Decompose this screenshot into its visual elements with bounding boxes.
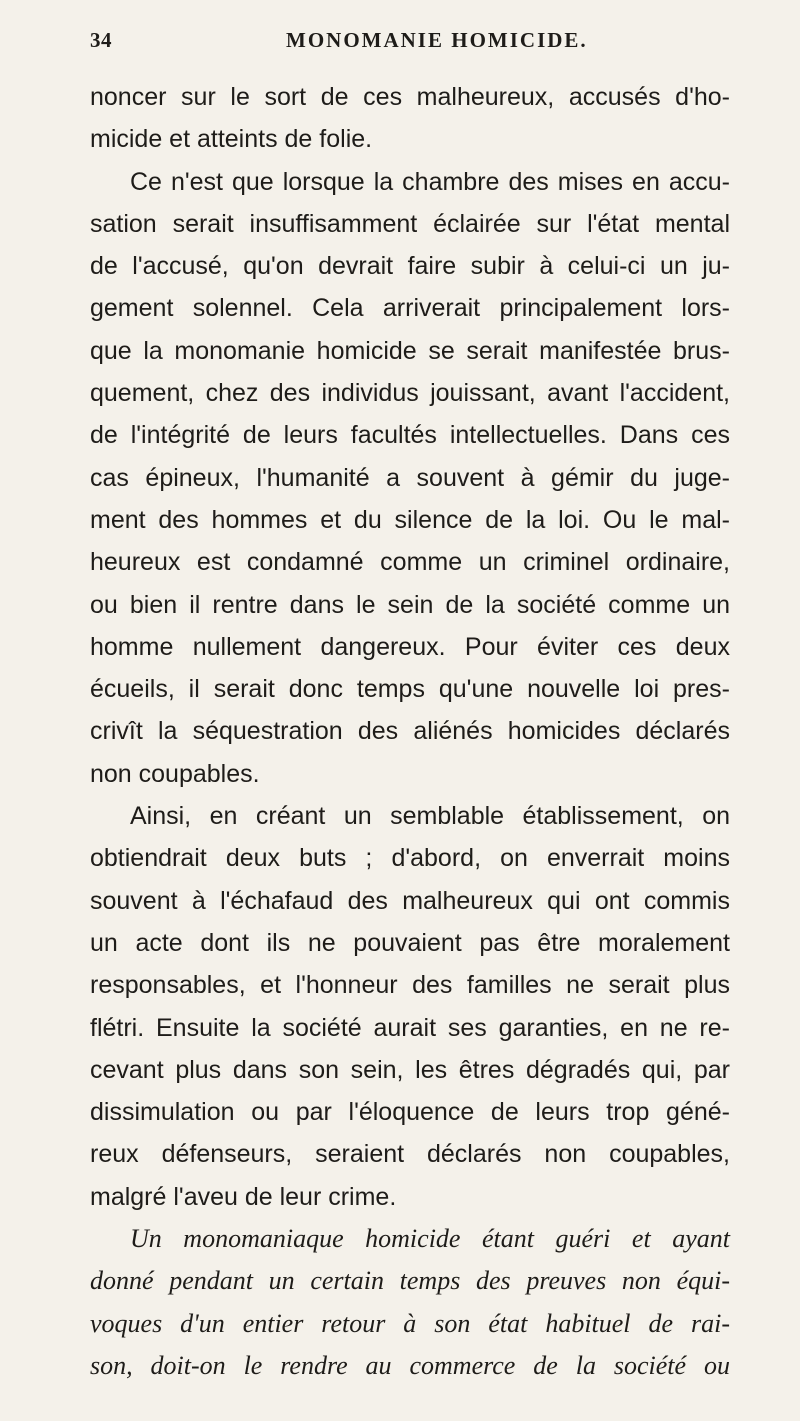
text-line: cevant plus dans son sein, les êtres dégradés qui, par xyxy=(90,1055,730,1084)
text-line: écueils, il serait donc temps qu'une nouvelle loi pres- xyxy=(90,675,730,704)
text-line: de l'accusé, qu'on devrait faire subir à celui-ci un ju- xyxy=(90,252,730,281)
body-text xyxy=(90,76,730,1387)
text-line: responsables, et l'honneur des familles ne serait plus xyxy=(90,971,730,1000)
text-line: un acte dont ils ne pouvaient pas être moralement xyxy=(90,928,730,957)
text-line: homme nullement dangereux. Pour éviter ces deux xyxy=(90,632,730,661)
text-line: quement, chez des individus jouissant, avant l'accident, xyxy=(90,379,730,408)
text-line: obtiendrait deux buts ; d'abord, on enverrait moins xyxy=(90,844,730,873)
text-line: flétri. Ensuite la société aurait ses garanties, en ne re- xyxy=(90,1013,730,1042)
text-line: Ce n'est que lorsque la chambre des mises en accu- xyxy=(130,167,730,196)
text-line: Un monomaniaque homicide étant guéri et ayant xyxy=(130,1224,730,1254)
page-number: 34 xyxy=(90,28,112,52)
text-line: Ainsi, en créant un semblable établissement, on xyxy=(130,802,730,831)
text-line: heureux est condamné comme un criminel ordinaire, xyxy=(90,548,730,577)
text-line: donné pendant un certain temps des preuves non équi- xyxy=(90,1266,730,1296)
text-line: reux défenseurs, seraient déclarés non coupables, xyxy=(90,1140,730,1169)
text-line: cas épineux, l'humanité a souvent à gémir du juge- xyxy=(90,463,730,492)
text-line: ou bien il rentre dans le sein de la société comme un xyxy=(90,590,730,619)
text-line: non coupables. xyxy=(90,759,260,788)
text-line: malgré l'aveu de leur crime. xyxy=(90,1182,397,1211)
text-line: noncer sur le sort de ces malheureux, accusés d'ho- xyxy=(90,83,730,111)
text-line: son, doit-on le rendre au commerce de la société ou xyxy=(90,1350,730,1380)
text-line: souvent à l'échafaud des malheureux qui ont commis xyxy=(90,886,730,915)
text-line: dissimulation ou par l'éloquence de leurs trop géné- xyxy=(90,1098,730,1127)
text-line: sation serait insuffisamment éclairée sur l'état mental xyxy=(90,209,730,238)
text-line: micide et atteints de folie. xyxy=(90,125,373,154)
running-title: MONOMANIE HOMICIDE. xyxy=(286,28,588,52)
text-line: de l'intégrité de leurs facultés intellectuelles. Dans ces xyxy=(90,421,730,450)
text-line: crivît la séquestration des aliénés homicides déclarés xyxy=(90,717,730,746)
text-line: ment des hommes et du silence de la loi. Ou le mal- xyxy=(90,505,730,534)
text-line: que la monomanie homicide se serait manifestée brus- xyxy=(90,336,730,365)
text-line: voques d'un entier retour à son état habituel de rai- xyxy=(90,1308,730,1338)
text-line: gement solennel. Cela arriverait principalement lors- xyxy=(90,294,730,323)
running-head xyxy=(90,28,730,58)
